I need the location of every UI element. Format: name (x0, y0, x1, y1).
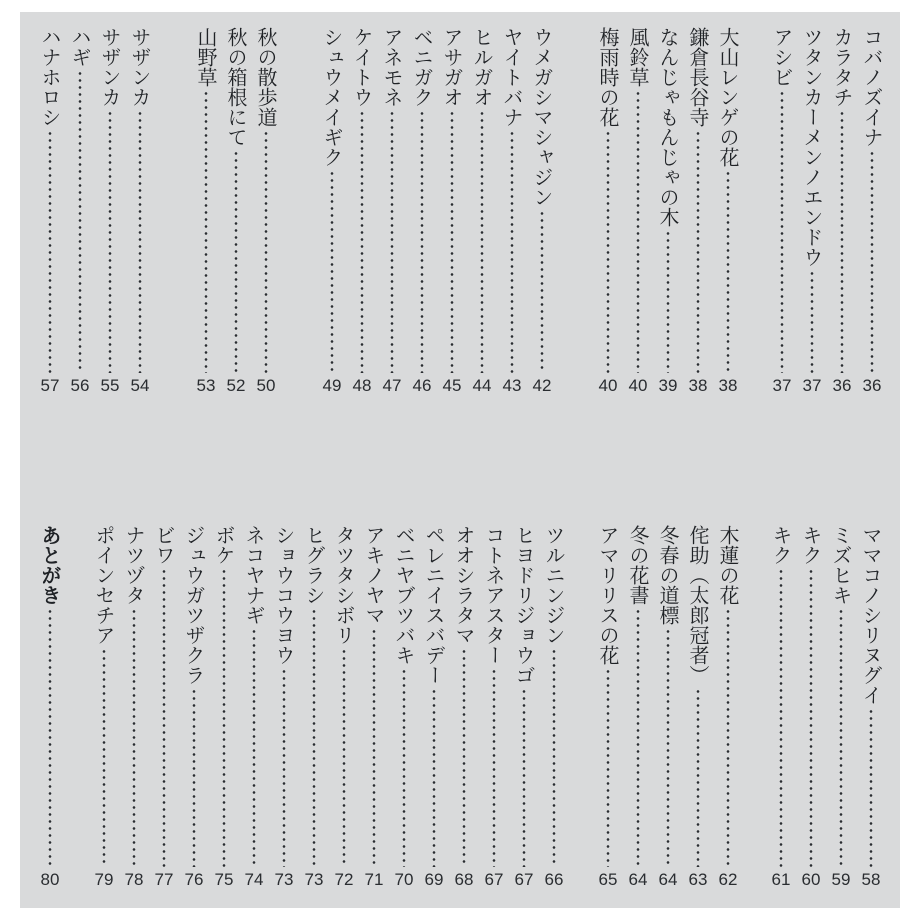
toc-entry (407, 27, 437, 397)
leader-dots (191, 688, 197, 867)
toc-entry (497, 27, 527, 397)
toc-entry-title: コトネアスター (482, 525, 506, 665)
toc-entry (826, 525, 856, 891)
toc-entry-page: 69 (424, 870, 444, 889)
toc-entry (796, 525, 826, 891)
leader-dots (479, 110, 485, 373)
toc-entry-title: アシビ (770, 27, 794, 87)
toc-entry-page: 71 (364, 870, 384, 889)
toc-entry-title: ヒヨドリジョウゴ (512, 525, 536, 685)
toc-entry (377, 27, 407, 397)
leader-dots (203, 90, 209, 373)
toc-entry (593, 27, 623, 397)
leader-dots (695, 130, 701, 373)
toc-entry-title: ミズヒキ (829, 525, 853, 605)
leader-dots (461, 648, 467, 867)
leader-dots (47, 130, 53, 373)
leader-dots (449, 110, 455, 373)
leader-dots (161, 568, 167, 867)
toc-entry-title: ツタンカーメンノエンドウ (800, 27, 824, 267)
toc-entry (827, 27, 857, 397)
toc-entry-page: 45 (442, 376, 462, 395)
toc-entry-title: ケイトウ (350, 27, 374, 107)
toc-entry (623, 27, 653, 397)
toc-entry (299, 525, 329, 891)
toc-entry-title: 冬の花書 (626, 525, 650, 605)
leader-dots (401, 668, 407, 867)
toc-entry-page: 46 (412, 376, 432, 395)
toc-entry-title: 木蓮の花 (716, 525, 740, 605)
toc-entry-page: 38 (718, 376, 738, 395)
toc-entry (269, 525, 299, 891)
toc-entry-page: 42 (532, 376, 552, 395)
toc-entry-title: ボケ (212, 525, 236, 565)
toc-entry-title: サザンカ (128, 27, 152, 107)
toc-entry-page: 50 (256, 376, 276, 395)
toc-entry-page: 74 (244, 870, 264, 889)
toc-entry-page: 37 (802, 376, 822, 395)
toc-entry-page: 40 (598, 376, 618, 395)
toc-entry-title: なんじゃもんじゃの木 (656, 27, 680, 227)
toc-entry-page: 72 (334, 870, 354, 889)
toc-entry (539, 525, 569, 891)
toc-entry-title: ママコノシリヌグイ (859, 525, 883, 705)
leader-dots (779, 90, 785, 373)
leader-dots (635, 608, 641, 867)
toc-entry-title: ショウコウヨウ (272, 525, 296, 665)
leader-dots (389, 110, 395, 373)
toc-entry (95, 27, 125, 397)
toc-entry-title: ツルニンジン (542, 525, 566, 645)
toc-entry-title: カラタチ (830, 27, 854, 107)
toc-entry-title: ヤイトバナ (500, 27, 524, 127)
toc-entry (149, 525, 179, 891)
toc-entry-page: 67 (514, 870, 534, 889)
toc-entry-title: シュウメイギク (320, 27, 344, 167)
toc-entry (593, 525, 623, 891)
toc-entry-title: アネモネ (380, 27, 404, 107)
toc-entry-page: 48 (352, 376, 372, 395)
toc-entry-title: 風鈴草 (626, 27, 650, 87)
toc-entry (221, 27, 251, 397)
toc-entry (359, 525, 389, 891)
leader-dots (491, 668, 497, 867)
toc-entry (329, 525, 359, 891)
toc-entry-page: 73 (274, 870, 294, 889)
toc-entry-title: ジュウガツザクラ (182, 525, 206, 685)
leader-dots (551, 648, 557, 867)
toc-entry (623, 525, 653, 891)
leader-dots (47, 608, 53, 867)
toc-entry-page: 47 (382, 376, 402, 395)
toc-entry (209, 525, 239, 891)
toc-entry-page: 68 (454, 870, 474, 889)
toc-entry (449, 525, 479, 891)
leader-dots (131, 608, 137, 867)
leader-dots (509, 130, 515, 373)
toc-entry-page: 80 (40, 870, 60, 889)
leader-dots (839, 110, 845, 373)
toc-entry-title: ネコヤナギ (242, 525, 266, 625)
toc-entry-title: アキノヤマ (362, 525, 386, 625)
toc-entry-title: サザンカ (98, 27, 122, 107)
toc-entry-page: 55 (100, 376, 120, 395)
leader-dots (107, 110, 113, 373)
toc-entry (683, 27, 713, 397)
toc-entry-page: 63 (688, 870, 708, 889)
leader-dots (605, 130, 611, 373)
toc-entry-page: 44 (472, 376, 492, 395)
toc-entry (509, 525, 539, 891)
toc-entry (766, 525, 796, 891)
toc-entry-page: 64 (658, 870, 678, 889)
toc-entry-title: 梅雨時の花 (596, 27, 620, 127)
toc-entry-page: 60 (801, 870, 821, 889)
toc-entry (191, 27, 221, 397)
toc-entry (713, 27, 743, 397)
leader-dots (251, 628, 257, 867)
toc-entry-title: コバノズイナ (860, 27, 884, 147)
toc-entry (35, 27, 65, 397)
toc-entry (251, 27, 281, 397)
toc-entry (389, 525, 419, 891)
toc-entry-page: 73 (304, 870, 324, 889)
toc-entry-page: 67 (484, 870, 504, 889)
leader-dots (329, 170, 335, 373)
leader-dots (233, 150, 239, 373)
toc-entry-page: 52 (226, 376, 246, 395)
leader-dots (137, 110, 143, 373)
toc-entry-page: 58 (861, 870, 881, 889)
toc-entry (856, 525, 886, 891)
toc-entry-title: ヒグラシ (302, 525, 326, 605)
toc-entry-title: 大山レンゲの花 (716, 27, 740, 167)
toc-entry (713, 525, 743, 891)
toc-entry-page: 54 (130, 376, 150, 395)
toc-entry-title: 鎌倉長谷寺 (686, 27, 710, 127)
toc-entry-title: ペレニイスバデー (422, 525, 446, 685)
toc-entry-title: ビワ (152, 525, 176, 565)
toc-entry-title: ハギ (68, 27, 92, 67)
toc-entry (683, 525, 713, 891)
toc-entry (317, 27, 347, 397)
toc-entry-title: ポインセチア (92, 525, 116, 645)
toc-entry-title: アサガオ (440, 27, 464, 107)
toc-entry-title: あとがき (38, 525, 62, 605)
toc-entry-page: 36 (832, 376, 852, 395)
toc-entry-page: 76 (184, 870, 204, 889)
toc-entry-title: ベニガク (410, 27, 434, 107)
toc-entry-title: 秋の箱根にて (224, 27, 248, 147)
toc-entry-page: 79 (94, 870, 114, 889)
toc-entry (419, 525, 449, 891)
leader-dots (221, 568, 227, 867)
toc-entry-page: 53 (196, 376, 216, 395)
toc-entry-page: 37 (772, 376, 792, 395)
toc-entry-page: 75 (214, 870, 234, 889)
leader-dots (665, 628, 671, 867)
leader-dots (341, 648, 347, 867)
toc-entry (125, 27, 155, 397)
leader-dots (359, 110, 365, 373)
toc-entry-title: アマリリスの花 (596, 525, 620, 665)
toc-entry-page: 64 (628, 870, 648, 889)
toc-entry-title: ヒルガオ (470, 27, 494, 107)
toc-entry (35, 525, 65, 891)
toc-entry-title: キク (799, 525, 823, 565)
leader-dots (311, 608, 317, 867)
leader-dots (635, 90, 641, 373)
leader-dots (101, 648, 107, 867)
leader-dots (809, 270, 815, 373)
toc-entry-page: 61 (771, 870, 791, 889)
toc-entry (767, 27, 797, 397)
toc-entry-page: 39 (658, 376, 678, 395)
toc-entry-page: 78 (124, 870, 144, 889)
toc-entry-page: 77 (154, 870, 174, 889)
toc-entry-page: 49 (322, 376, 342, 395)
leader-dots (665, 230, 671, 373)
toc-entry (797, 27, 827, 397)
toc-entry-page: 36 (862, 376, 882, 395)
toc-page (20, 12, 900, 908)
leader-dots (371, 628, 377, 867)
toc-entry-title: 侘助（太郎冠者） (686, 525, 710, 685)
toc-entry (179, 525, 209, 891)
toc-entry (239, 525, 269, 891)
toc-entry (467, 27, 497, 397)
leader-dots (695, 688, 701, 867)
leader-dots (868, 708, 874, 867)
toc-entry-page: 57 (40, 376, 60, 395)
toc-entry-title: 秋の散歩道 (254, 27, 278, 127)
leader-dots (725, 608, 731, 867)
toc-entry (119, 525, 149, 891)
toc-entry (653, 27, 683, 397)
leader-dots (808, 568, 814, 867)
toc-entry-title: タツタシボリ (332, 525, 356, 645)
leader-dots (605, 668, 611, 867)
toc-entry-page: 66 (544, 870, 564, 889)
toc-entry-page: 70 (394, 870, 414, 889)
toc-entry-title: ハナホロシ (38, 27, 62, 127)
leader-dots (869, 150, 875, 373)
leader-dots (431, 688, 437, 867)
toc-entry-title: ベニヤブツバキ (392, 525, 416, 665)
toc-entry (89, 525, 119, 891)
leader-dots (281, 668, 287, 867)
toc-entry (857, 27, 887, 397)
toc-entry-page: 56 (70, 376, 90, 395)
toc-entry (437, 27, 467, 397)
toc-entry-page: 62 (718, 870, 738, 889)
toc-entry-title: オオシラタマ (452, 525, 476, 645)
leader-dots (521, 688, 527, 867)
leader-dots (725, 170, 731, 373)
leader-dots (838, 608, 844, 867)
toc-entry-title: 山野草 (194, 27, 218, 87)
toc-entry-title: ナツヅタ (122, 525, 146, 605)
toc-entry-page: 43 (502, 376, 522, 395)
toc-entry (479, 525, 509, 891)
leader-dots (778, 568, 784, 867)
toc-entry (527, 27, 557, 397)
toc-entry (65, 27, 95, 397)
leader-dots (419, 110, 425, 373)
leader-dots (77, 70, 83, 373)
toc-entry-title: 冬春の道標 (656, 525, 680, 625)
toc-entry-page: 59 (831, 870, 851, 889)
toc-entry (347, 27, 377, 397)
leader-dots (539, 210, 545, 373)
toc-entry-title: キク (769, 525, 793, 565)
toc-entry-page: 65 (598, 870, 618, 889)
toc-entry-title: ウメガシマシャジン (530, 27, 554, 207)
toc-entry-page: 38 (688, 376, 708, 395)
toc-entry-page: 40 (628, 376, 648, 395)
leader-dots (263, 130, 269, 373)
toc-entry (653, 525, 683, 891)
